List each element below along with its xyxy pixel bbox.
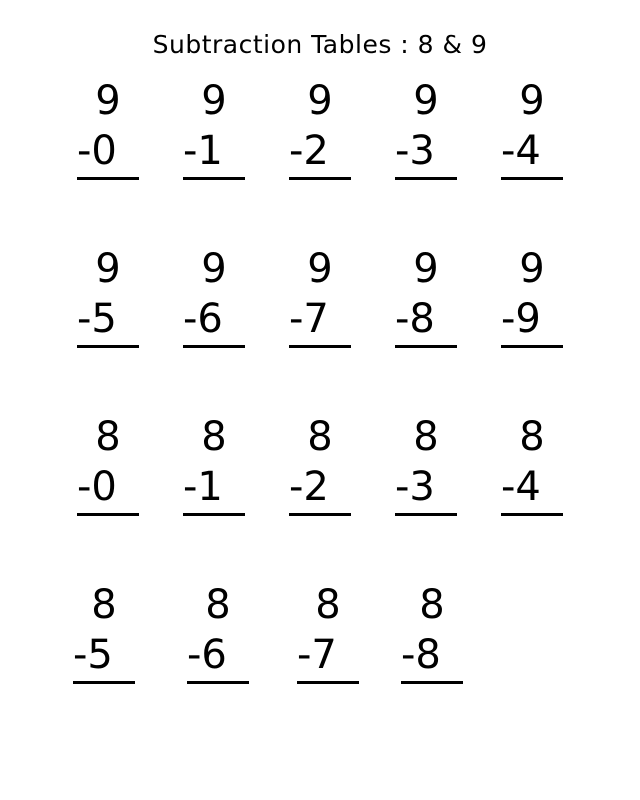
problem-cell [165, 582, 271, 684]
subtrahend-value: -7 [289, 299, 351, 348]
minuend-value: 9 [201, 78, 227, 124]
problem-cell [479, 78, 585, 180]
problem-cell [267, 78, 373, 180]
problem-cell [373, 246, 479, 348]
minuend-value: 9 [413, 246, 439, 292]
problem-cell [161, 246, 267, 348]
minuend-value: 9 [413, 78, 439, 124]
minuend-value: 8 [91, 582, 117, 628]
minuend-value: 8 [413, 414, 439, 460]
problem-grid [0, 78, 640, 753]
minuend-value: 8 [307, 414, 333, 460]
minuend-value: 8 [315, 582, 341, 628]
problem-cell [55, 78, 161, 180]
subtrahend-value: -7 [297, 635, 359, 684]
subtrahend-value: -4 [501, 131, 563, 180]
problem-cell [161, 414, 267, 516]
subtrahend-value: -8 [395, 299, 457, 348]
minuend-value: 9 [95, 246, 121, 292]
subtrahend-value: -8 [401, 635, 463, 684]
subtrahend-value: -2 [289, 467, 351, 516]
minuend-value: 8 [205, 582, 231, 628]
problem-cell [373, 414, 479, 516]
subtrahend-value: -3 [395, 131, 457, 180]
minuend-value: 9 [519, 246, 545, 292]
subtrahend-value: -0 [77, 131, 139, 180]
minuend-value: 8 [419, 582, 445, 628]
problem-cell [55, 414, 161, 516]
problem-row [0, 78, 640, 249]
problem-cell [479, 246, 585, 348]
problem-cell [267, 414, 373, 516]
minuend-value: 9 [95, 78, 121, 124]
subtrahend-value: -9 [501, 299, 563, 348]
problem-cell [267, 246, 373, 348]
problem-row [0, 414, 640, 585]
problem-cell [161, 78, 267, 180]
subtrahend-value: -0 [77, 467, 139, 516]
minuend-value: 9 [201, 246, 227, 292]
subtrahend-value: -1 [183, 131, 245, 180]
problem-cell [379, 582, 485, 684]
problem-cell [275, 582, 381, 684]
subtrahend-value: -1 [183, 467, 245, 516]
minuend-value: 9 [519, 78, 545, 124]
subtrahend-value: -5 [73, 635, 135, 684]
subtrahend-value: -6 [187, 635, 249, 684]
subtrahend-value: -2 [289, 131, 351, 180]
problem-cell [55, 246, 161, 348]
subtrahend-value: -6 [183, 299, 245, 348]
subtrahend-value: -4 [501, 467, 563, 516]
subtrahend-value: -5 [77, 299, 139, 348]
minuend-value: 8 [95, 414, 121, 460]
minuend-value: 9 [307, 78, 333, 124]
page-title: Subtraction Tables : 8 & 9 [152, 30, 488, 59]
minuend-value: 9 [307, 246, 333, 292]
problem-cell [479, 414, 585, 516]
problem-cell [51, 582, 157, 684]
subtrahend-value: -3 [395, 467, 457, 516]
problem-cell [373, 78, 479, 180]
problem-row [0, 246, 640, 417]
minuend-value: 8 [201, 414, 227, 460]
minuend-value: 8 [519, 414, 545, 460]
problem-row [0, 582, 640, 753]
